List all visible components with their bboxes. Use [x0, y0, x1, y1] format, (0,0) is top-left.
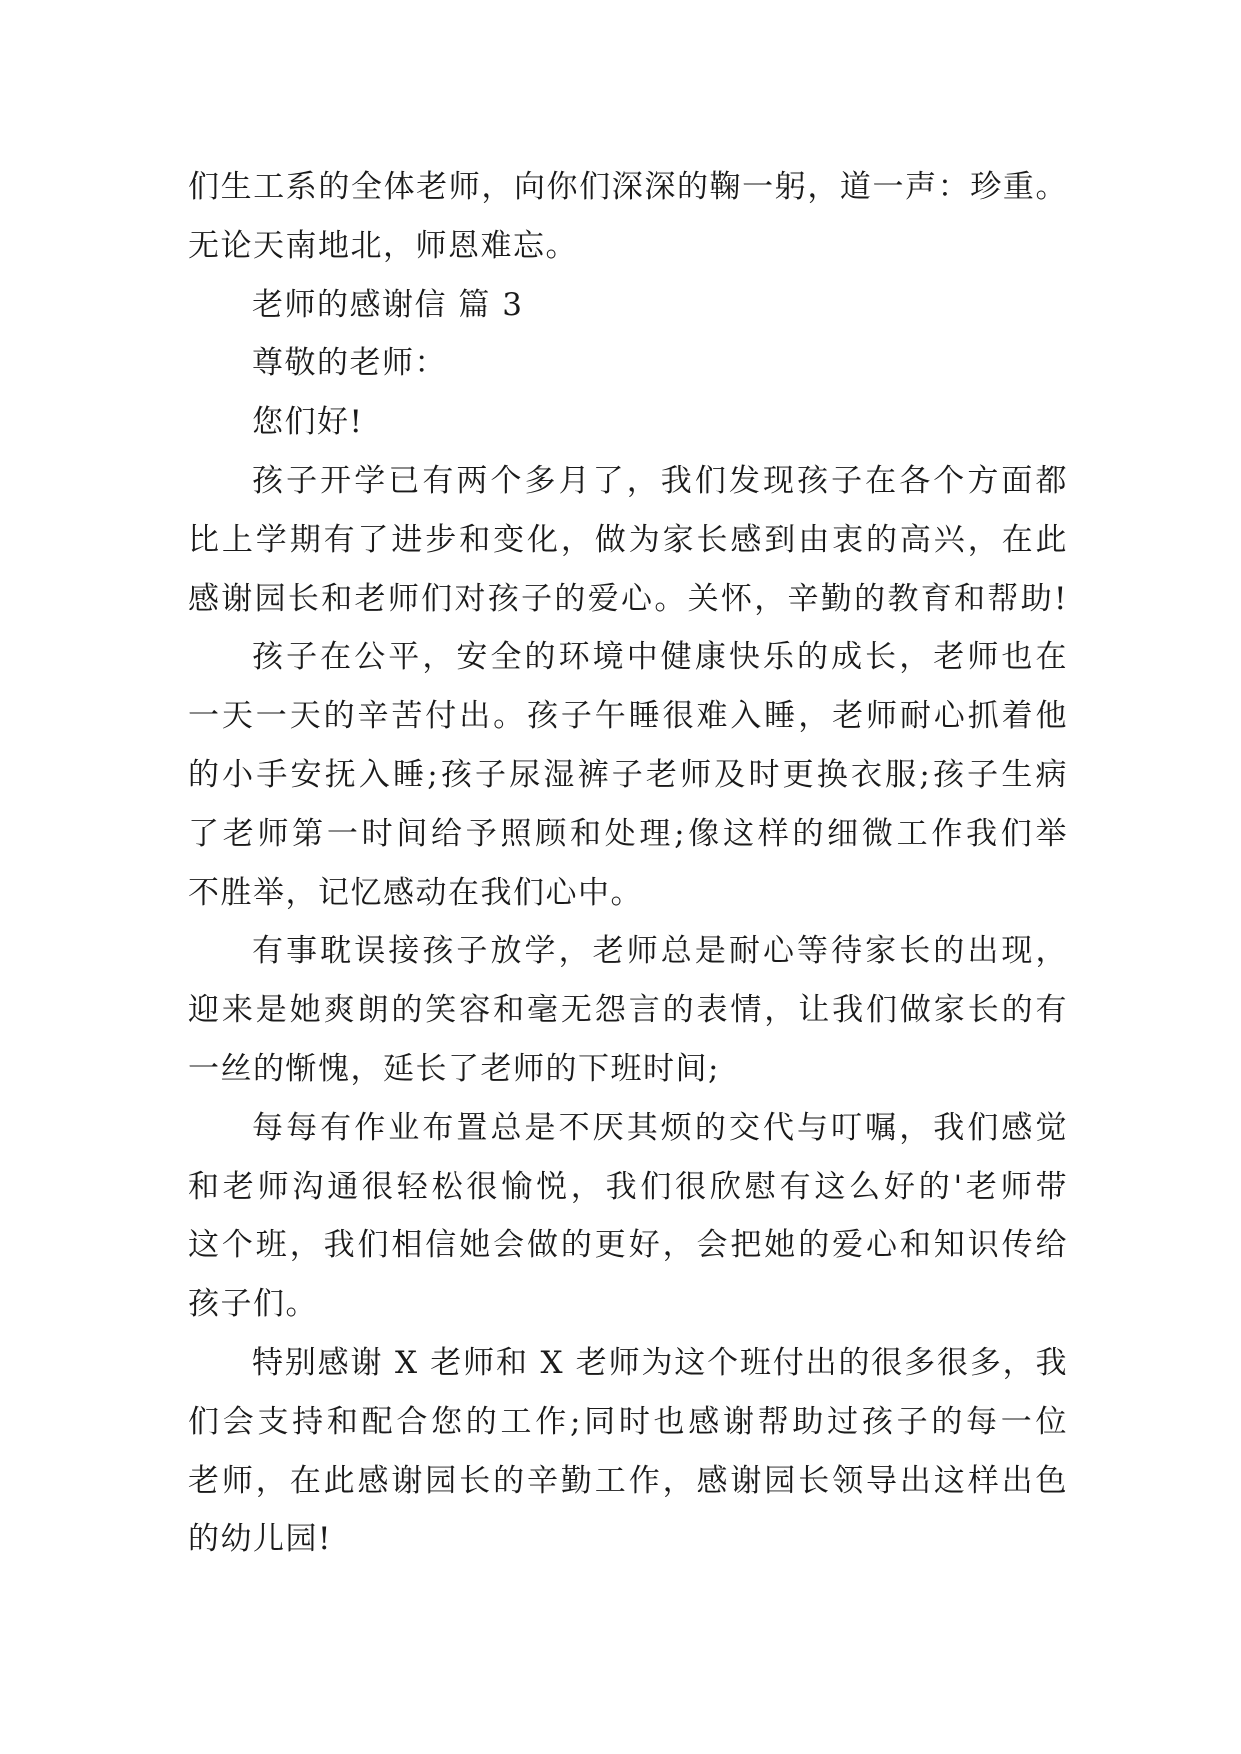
text-line: 了老师第一时间给予照顾和处理;像这样的细微工作我们举 — [188, 815, 1068, 852]
text-line: 这个班，我们相信她会做的更好，会把她的爱心和知识传给 — [188, 1227, 1068, 1264]
text-line: 感谢园长和老师们对孩子的爱心。关怀，辛勤的教育和帮助! — [188, 580, 1068, 617]
text-line: 迎来是她爽朗的笑容和毫无怨言的表情，让我们做家长的有 — [188, 992, 1068, 1029]
text-line: 孩子在公平，安全的环境中健康快乐的成长，老师也在 — [252, 639, 1068, 676]
text-line: 的幼儿园! — [188, 1521, 332, 1558]
text-line: 的小手安抚入睡;孩子尿湿裤子老师及时更换衣服;孩子生病 — [188, 756, 1068, 793]
text-line: 孩子们。 — [188, 1286, 318, 1323]
document-body — [188, 158, 1068, 1569]
text-line: 和老师沟通很轻松很愉悦，我们很欣慰有这么好的'老师带 — [188, 1168, 1068, 1205]
text-line: 每每有作业布置总是不厌其烦的交代与叮嘱，我们感觉 — [252, 1109, 1068, 1146]
text-line: 一天一天的辛苦付出。孩子午睡很难入睡，老师耐心抓着他 — [188, 698, 1068, 735]
text-line: 无论天南地北，师恩难忘。 — [188, 227, 578, 264]
text-line: 老师，在此感谢园长的辛勤工作，感谢园长领导出这样出色 — [188, 1462, 1068, 1499]
text-line: 不胜举，记忆感动在我们心中。 — [188, 874, 643, 911]
text-line: 孩子开学已有两个多月了，我们发现孩子在各个方面都 — [252, 462, 1068, 499]
text-line: 特别感谢 X 老师和 X 老师为这个班付出的很多很多，我 — [252, 1344, 1068, 1381]
greeting: 您们好! — [252, 404, 364, 441]
text-line: 有事耽误接孩子放学，老师总是耐心等待家长的出现， — [252, 933, 1068, 970]
text-line: 们生工系的全体老师，向你们深深的鞠一躬，道一声：珍重。 — [188, 169, 1068, 205]
text-line: 一丝的惭愧，延长了老师的下班时间; — [188, 1050, 720, 1087]
text-line: 们会支持和配合您的工作;同时也感谢帮助过孩子的每一位 — [188, 1403, 1068, 1440]
text-line: 比上学期有了进步和变化，做为家长感到由衷的高兴，在此 — [188, 521, 1068, 558]
section-heading: 老师的感谢信 篇 3 — [252, 286, 524, 323]
salutation: 尊敬的老师： — [252, 345, 447, 382]
